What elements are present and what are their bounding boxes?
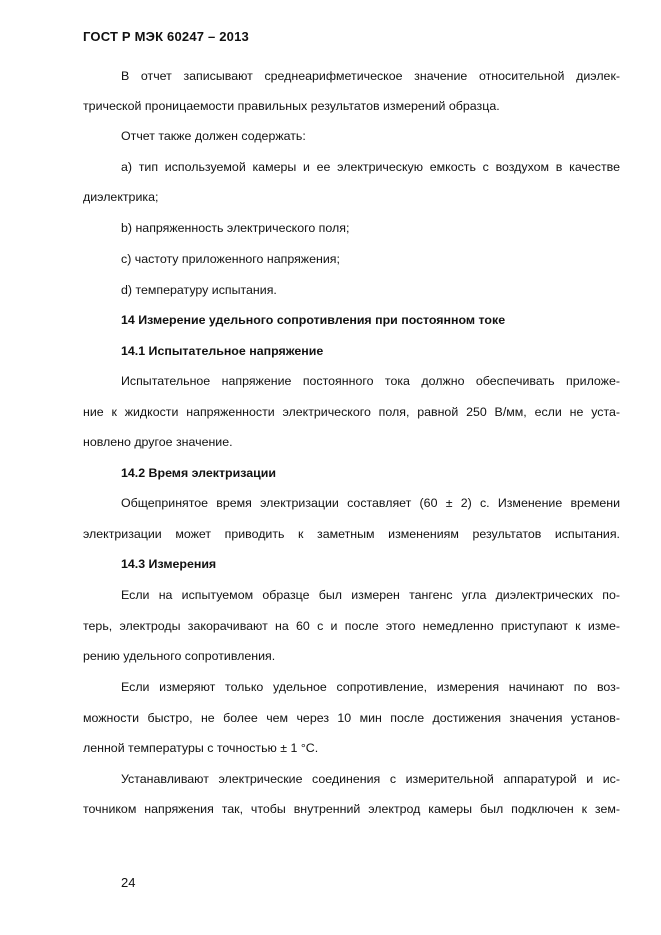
text-line: Испытательное напряжение постоянного тока должно обеспечивать приложе-: [121, 374, 620, 388]
text-line: Если на испытуемом образце был измерен тангенс угла диэлектрических по-: [121, 588, 620, 602]
text-line: Отчет также должен содержать:: [121, 129, 306, 143]
list-item-continuation: диэлектрика;: [83, 190, 159, 204]
text-line: терь, электроды закорачивают на 60 с и после этого немедленно приступают к изме-: [83, 619, 620, 633]
list-item: а) тип используемой камеры и ее электрическую емкость с воздухом в качестве: [121, 160, 620, 174]
text-line: В отчет записывают среднеарифметическое значение относительной диэлек-: [121, 69, 620, 83]
text-line: трической проницаемости правильных результатов измерений образца.: [83, 99, 500, 113]
list-item: c) частоту приложенного напряжения;: [121, 252, 340, 266]
text-line: можности быстро, не более чем через 10 мин после достижения значения установ-: [83, 711, 620, 725]
text-line: ленной температуры с точностью ± 1 °С.: [83, 741, 319, 755]
text-line: Общепринятое время электризации составляет (60 ± 2) с. Изменение времени: [121, 496, 620, 510]
section-heading: 14 Измерение удельного сопротивления при постоянном токе: [121, 313, 506, 327]
text-line: рению удельного сопротивления.: [83, 649, 276, 663]
text-line: новлено другое значение.: [83, 435, 233, 449]
subsection-heading: 14.3 Измерения: [121, 557, 217, 571]
subsection-heading: 14.1 Испытательное напряжение: [121, 344, 324, 358]
text-line: ние к жидкости напряженности электрического поля, равной 250 В/мм, если не уста-: [83, 405, 620, 419]
text-line: электризации может приводить к заметным изменениям результатов испытания.: [83, 527, 620, 541]
list-item: b) напряженность электрического поля;: [121, 221, 350, 235]
text-line: точником напряжения так, чтобы внутренний электрод камеры был подключен к зем-: [83, 802, 620, 816]
text-line: Устанавливают электрические соединения с измерительной аппаратурой и ис-: [121, 772, 620, 786]
subsection-heading: 14.2 Время электризации: [121, 466, 276, 480]
list-item: d) температуру испытания.: [121, 283, 277, 297]
text-line: Если измеряют только удельное сопротивление, измерения начинают по воз-: [121, 680, 620, 694]
document-header: ГОСТ Р МЭК 60247 – 2013: [83, 29, 249, 44]
page-number: 24: [121, 875, 136, 890]
